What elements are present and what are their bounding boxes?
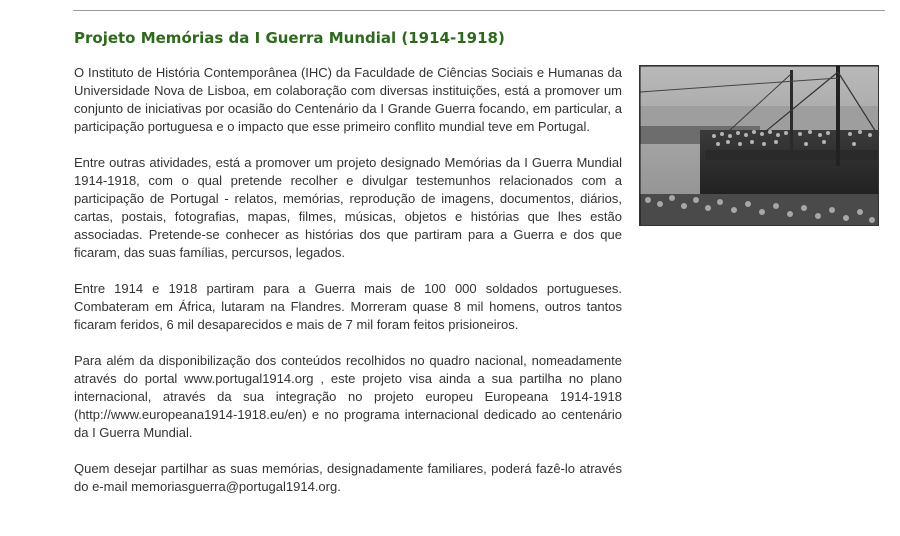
page-title: Projeto Memórias da I Guerra Mundial (1914-1918) xyxy=(74,29,505,47)
article-paragraph: Entre outras atividades, está a promover um projeto designado Memórias da I Guerra Mundial 1914-1918, com o qual pretende recolher e divulgar testemunhos relacionados com a participação de Portugal - relatos, memórias, reprodução de imagens, documentos, diários, cartas, postais, fotografias, mapas, filmes, músicas, objetos e histórias que lhes estão associadas. Pretende-se conhecer as histórias dos que partiram para a Guerra e dos que ficaram, das suas famílias, percursos, legados. xyxy=(74,155,622,260)
troopship-photo xyxy=(639,65,879,226)
article-paragraph: O Instituto de História Contemporânea (IHC) da Faculdade de Ciências Sociais e Humanas da Universidade Nova de Lisboa, em colaboração com diversas instituições, está a promover um conjunto de iniciativas por ocasião do Centenário da I Grande Guerra focando, em particular, a participação portuguesa e o impacto que esse primeiro conflito mundial teve em Portugal. xyxy=(74,65,622,134)
article-paragraph: Para além da disponibilização dos conteúdos recolhidos no quadro nacional, nomeadamente através do portal www.portugal1914.org , este projeto visa ainda a sua partilha no plano internacional, através da sua integração no projeto europeu Europeana 1914-1918 (http://www.europeana1914-1918.eu/en) e no programa internacional dedicado ao centenário da I Guerra Mundial. xyxy=(74,353,622,440)
troopship-photo-graphic xyxy=(640,66,879,226)
article-paragraph: Quem desejar partilhar as suas memórias, designadamente familiares, poderá fazê-lo através do e-mail memoriasguerra@portugal1914.org. xyxy=(74,461,622,494)
top-divider xyxy=(73,10,885,11)
article-paragraph: Entre 1914 e 1918 partiram para a Guerra mais de 100 000 soldados portugueses. Combateram em África, lutaram na Flandres. Morreram quase 8 mil homens, outros tantos ficaram feridos, 6 mil desaparecidos e mais de 7 mil foram feitos prisioneiros. xyxy=(74,281,622,332)
article-body xyxy=(74,64,622,514)
